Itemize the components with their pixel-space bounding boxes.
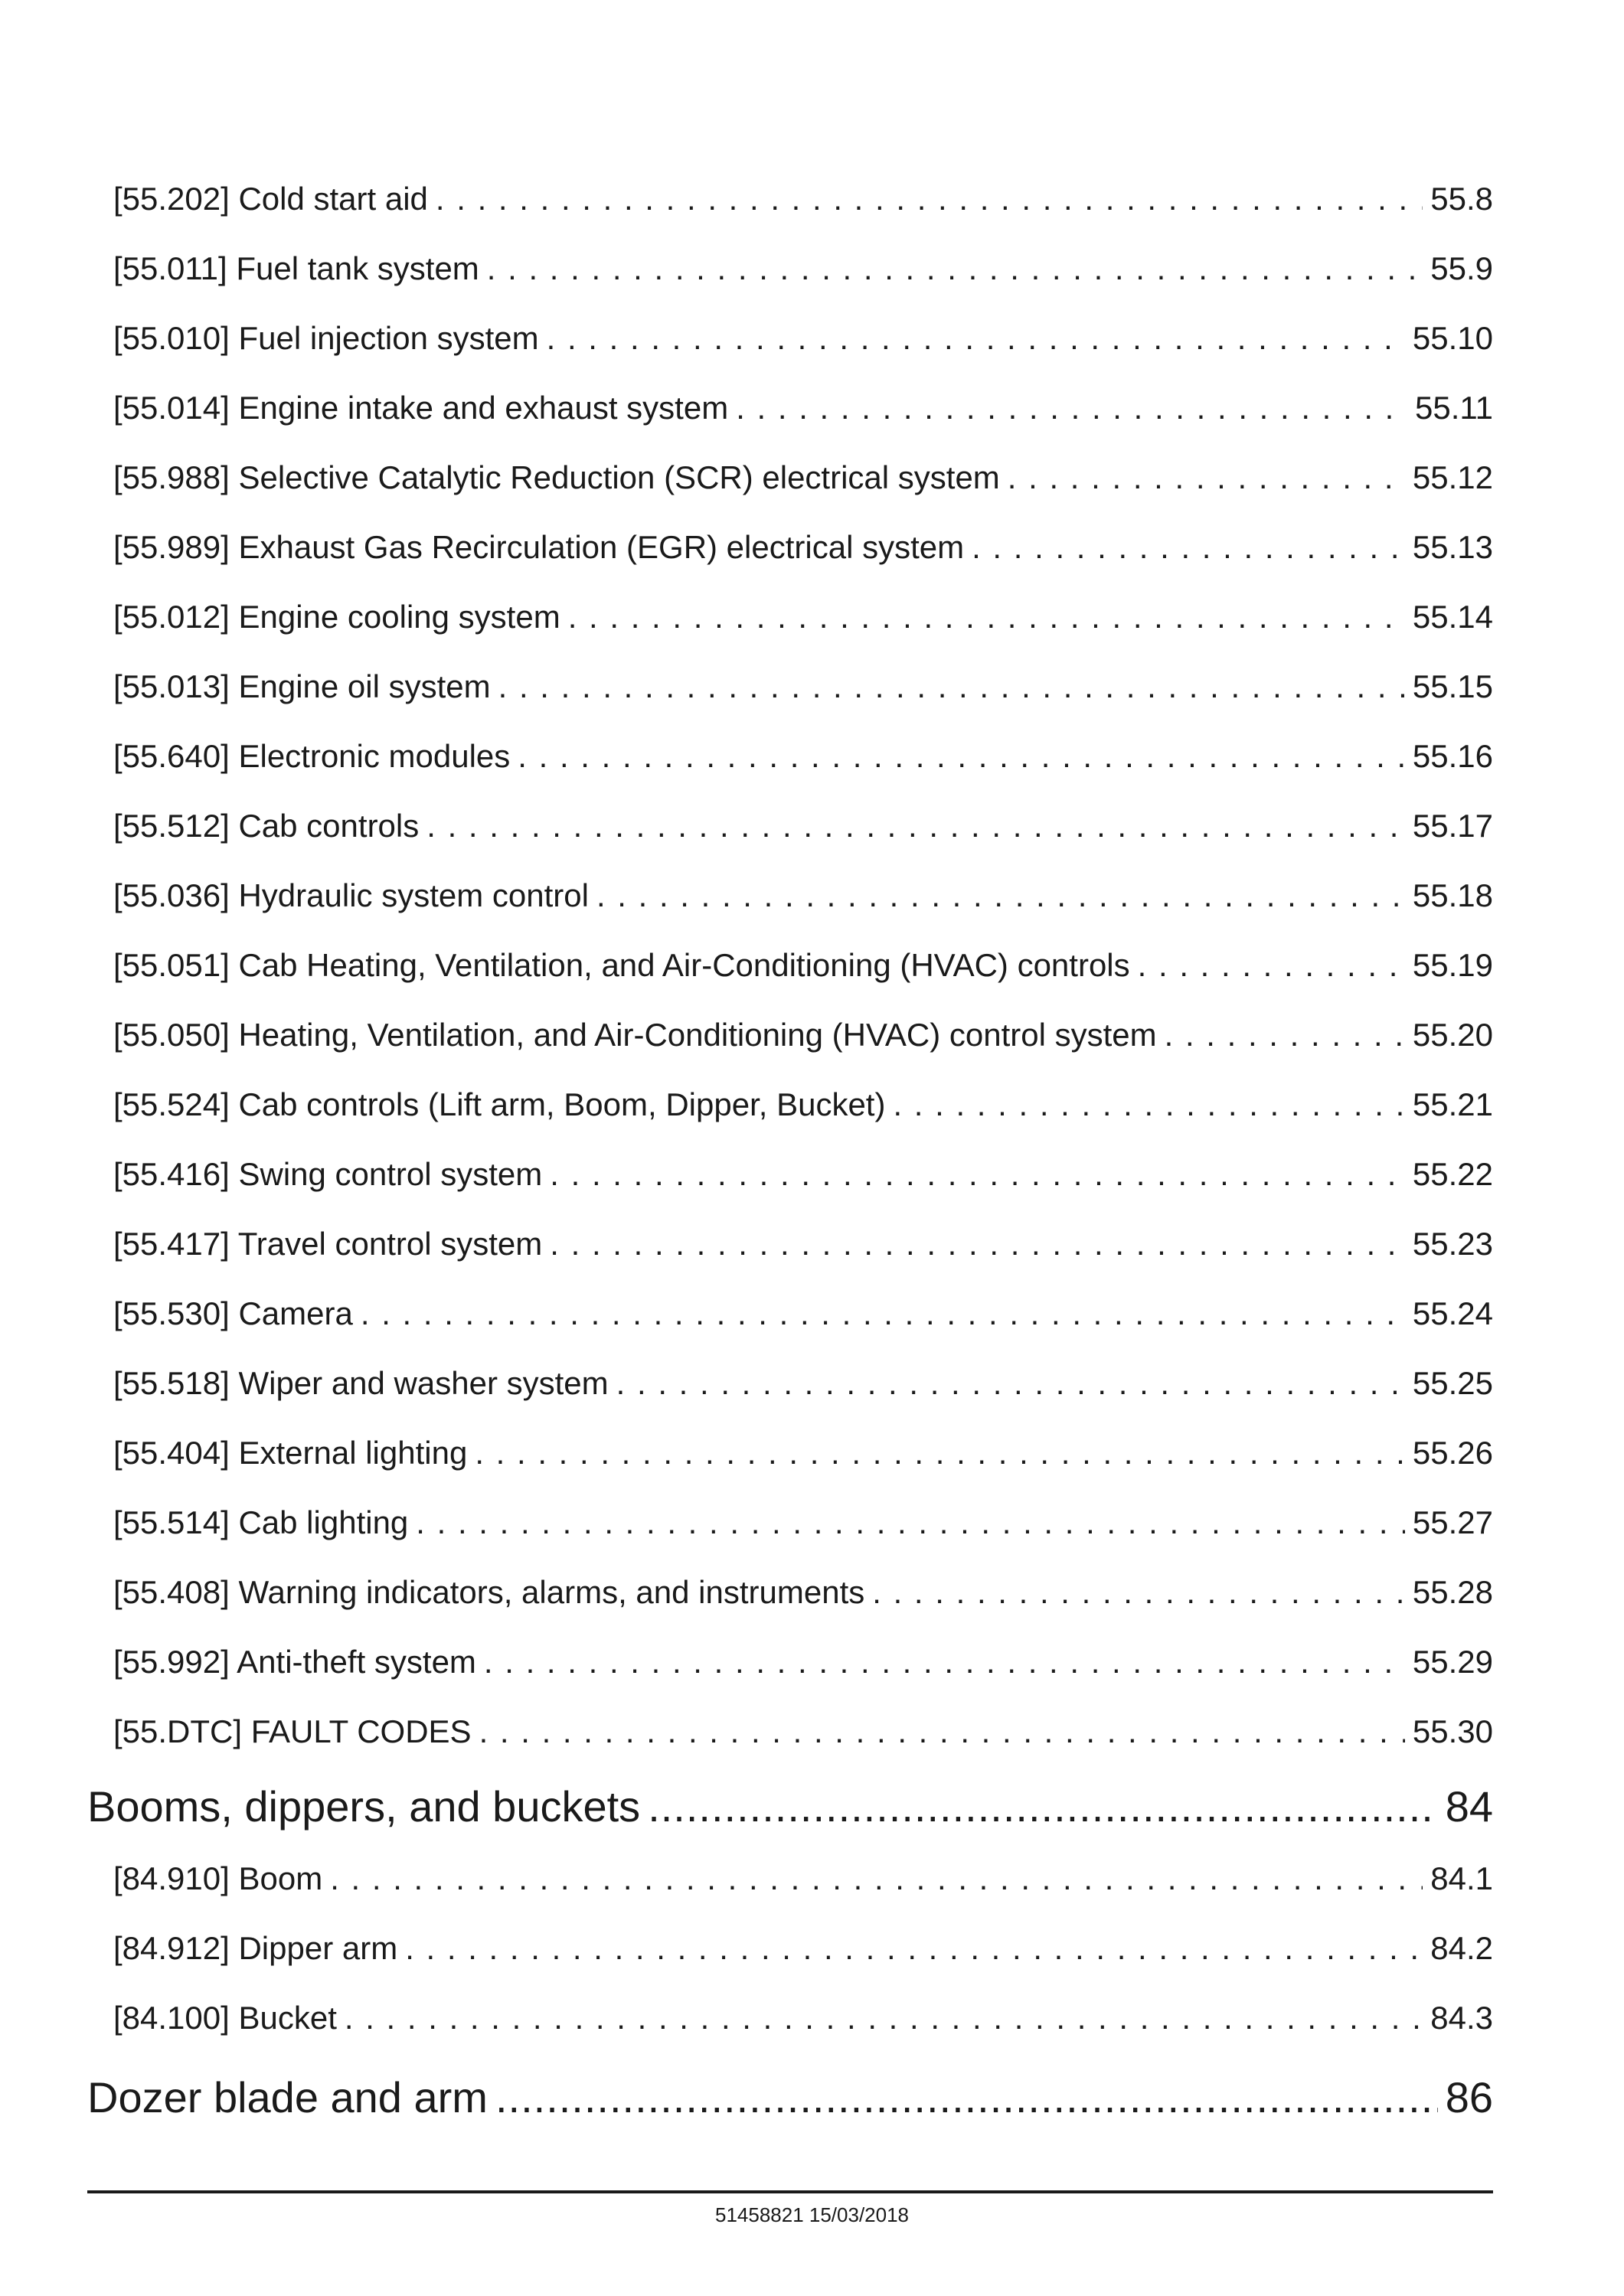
toc-entry-page: 55.10 <box>1412 320 1493 356</box>
toc-entry-title: [55.524] Cab controls (Lift arm, Boom, Dipper, Bucket) <box>113 1086 886 1122</box>
toc-dot-leader <box>550 1221 1405 1267</box>
toc-dot-leader <box>872 1569 1405 1615</box>
toc-entry-page: 55.20 <box>1412 1017 1493 1053</box>
toc-chapter-title: Booms, dippers, and buckets <box>87 1782 641 1831</box>
toc-entry-page: 55.11 <box>1415 390 1493 426</box>
toc-chapter-title: Dozer blade and arm <box>87 2073 488 2121</box>
toc-entry-page: 55.30 <box>1412 1713 1493 1749</box>
toc-entry-title: [55.640] Electronic modules <box>113 738 511 774</box>
toc-entry-page: 55.13 <box>1412 529 1493 565</box>
toc-dot-leader <box>518 733 1405 779</box>
toc-chapter-entry[interactable] <box>87 2067 1493 2128</box>
toc-dot-leader <box>436 176 1423 222</box>
toc-entry-title: [55.011] Fuel tank system <box>113 250 479 286</box>
toc-dot-leader <box>361 1291 1405 1337</box>
toc-entry-title: [84.912] Dipper arm <box>113 1930 398 1966</box>
toc-entry-page: 55.12 <box>1412 459 1493 495</box>
toc-dot-leader <box>426 803 1405 849</box>
toc-entry-page: 55.14 <box>1412 599 1493 635</box>
toc-entry-page: 55.24 <box>1412 1295 1493 1331</box>
toc-dot-leader <box>479 1709 1405 1755</box>
toc-entry[interactable] <box>113 524 1493 570</box>
toc-entry[interactable] <box>113 1082 1493 1128</box>
toc-dot-leader <box>484 1639 1405 1685</box>
toc-entry[interactable] <box>113 1639 1493 1685</box>
toc-entry[interactable] <box>113 1709 1493 1755</box>
toc-dot-leader <box>495 2067 1438 2128</box>
toc-entry[interactable] <box>113 942 1493 988</box>
toc-entry-title: [55.416] Swing control system <box>113 1156 543 1192</box>
toc-entry[interactable] <box>113 1995 1493 2041</box>
toc-entry[interactable] <box>113 176 1493 222</box>
toc-entry-page: 55.15 <box>1412 668 1493 704</box>
toc-entry-page: 55.29 <box>1412 1644 1493 1680</box>
toc-entry-page: 55.26 <box>1412 1435 1493 1471</box>
toc-entry[interactable] <box>113 1012 1493 1058</box>
toc-dot-leader <box>405 1925 1423 1971</box>
toc-entry[interactable] <box>113 455 1493 501</box>
toc-entry-title: [55.013] Engine oil system <box>113 668 491 704</box>
toc-dot-leader <box>648 1776 1438 1837</box>
footer-document-id: 51458821 15/03/2018 <box>714 2203 910 2226</box>
toc-entry-page: 55.21 <box>1412 1086 1493 1122</box>
toc-dot-leader <box>416 1500 1405 1546</box>
footer-divider <box>87 2190 1493 2193</box>
toc-entry[interactable] <box>113 1360 1493 1406</box>
toc-entry-title: [55.036] Hydraulic system control <box>113 877 589 913</box>
toc-entry[interactable] <box>113 664 1493 710</box>
toc-dot-leader <box>736 385 1407 431</box>
toc-entry[interactable] <box>113 1291 1493 1337</box>
toc-entry-title: [55.989] Exhaust Gas Recirculation (EGR) electrical system <box>113 529 965 565</box>
toc-entry[interactable] <box>113 1569 1493 1615</box>
toc-entry-page: 55.25 <box>1412 1365 1493 1401</box>
toc-entry-page: 55.22 <box>1412 1156 1493 1192</box>
toc-entry-page: 55.23 <box>1412 1226 1493 1262</box>
toc-entry-title: [55.404] External lighting <box>113 1435 468 1471</box>
toc-entry[interactable] <box>113 315 1493 361</box>
toc-dot-leader <box>487 246 1423 292</box>
toc-entry-title: [55.992] Anti-theft system <box>113 1644 476 1680</box>
toc-entry-title: [55.518] Wiper and washer system <box>113 1365 609 1401</box>
toc-entry-title: [55.012] Engine cooling system <box>113 599 560 635</box>
toc-entry-title: [55.DTC] FAULT CODES <box>113 1713 472 1749</box>
toc-entry[interactable] <box>113 1221 1493 1267</box>
toc-entry[interactable] <box>113 1856 1493 1902</box>
toc-dot-leader <box>1138 942 1405 988</box>
toc-entry-page: 55.9 <box>1430 250 1493 286</box>
toc-entry-page: 55.18 <box>1412 877 1493 913</box>
toc-entry-page: 55.16 <box>1412 738 1493 774</box>
toc-entry-title: [84.100] Bucket <box>113 2000 337 2036</box>
toc-dot-leader <box>550 1151 1405 1197</box>
toc-dot-leader <box>568 594 1405 640</box>
toc-entry-title: [55.050] Heating, Ventilation, and Air-Conditioning (HVAC) control system <box>113 1017 1157 1053</box>
toc-dot-leader <box>596 873 1405 919</box>
toc-entry-title: [55.408] Warning indicators, alarms, and instruments <box>113 1574 865 1610</box>
toc-dot-leader <box>475 1430 1405 1476</box>
toc-entry[interactable] <box>113 733 1493 779</box>
toc-entry-page: 84.2 <box>1430 1930 1493 1966</box>
toc-chapter-entry[interactable] <box>87 1776 1493 1837</box>
toc-entry-page: 55.28 <box>1412 1574 1493 1610</box>
toc-entry-title: [55.530] Camera <box>113 1295 353 1331</box>
toc-entry-page: 55.8 <box>1430 181 1493 217</box>
toc-entry-title: [55.010] Fuel injection system <box>113 320 539 356</box>
toc-entry[interactable] <box>113 246 1493 292</box>
toc-entry[interactable] <box>113 1151 1493 1197</box>
toc-entry-page: 84.1 <box>1430 1860 1493 1896</box>
toc-entry-page: 55.27 <box>1412 1504 1493 1540</box>
toc-entry-title: [84.910] Boom <box>113 1860 323 1896</box>
toc-chapter-page: 84 <box>1445 1782 1493 1831</box>
toc-entry-title: [55.417] Travel control system <box>113 1226 543 1262</box>
toc-dot-leader <box>893 1082 1404 1128</box>
toc-dot-leader <box>1165 1012 1405 1058</box>
toc-entry-page: 55.19 <box>1412 947 1493 983</box>
toc-entry[interactable] <box>113 1925 1493 1971</box>
toc-dot-leader <box>972 524 1405 570</box>
toc-entry[interactable] <box>113 803 1493 849</box>
toc-dot-leader <box>1008 455 1405 501</box>
toc-chapter-page: 86 <box>1445 2073 1493 2121</box>
toc-entry-title: [55.988] Selective Catalytic Reduction (SCR) electrical system <box>113 459 1000 495</box>
toc-dot-leader <box>616 1360 1405 1406</box>
toc-entry-title: [55.512] Cab controls <box>113 808 420 844</box>
toc-entry[interactable] <box>113 594 1493 640</box>
toc-entry[interactable] <box>113 873 1493 919</box>
toc-entry-title: [55.051] Cab Heating, Ventilation, and Air-Conditioning (HVAC) controls <box>113 947 1130 983</box>
toc-entry[interactable] <box>113 385 1493 431</box>
toc-dot-leader <box>547 315 1405 361</box>
toc-entry[interactable] <box>113 1500 1493 1546</box>
toc-entry-page: 84.3 <box>1430 2000 1493 2036</box>
toc-dot-leader <box>330 1856 1423 1902</box>
toc-entry-page: 55.17 <box>1412 808 1493 844</box>
toc-entry[interactable] <box>113 1430 1493 1476</box>
toc-entry-title: [55.202] Cold start aid <box>113 181 428 217</box>
toc-entry-title: [55.514] Cab lighting <box>113 1504 409 1540</box>
toc-entry-title: [55.014] Engine intake and exhaust system <box>113 390 729 426</box>
toc-dot-leader <box>498 664 1405 710</box>
toc-dot-leader <box>345 1995 1423 2041</box>
